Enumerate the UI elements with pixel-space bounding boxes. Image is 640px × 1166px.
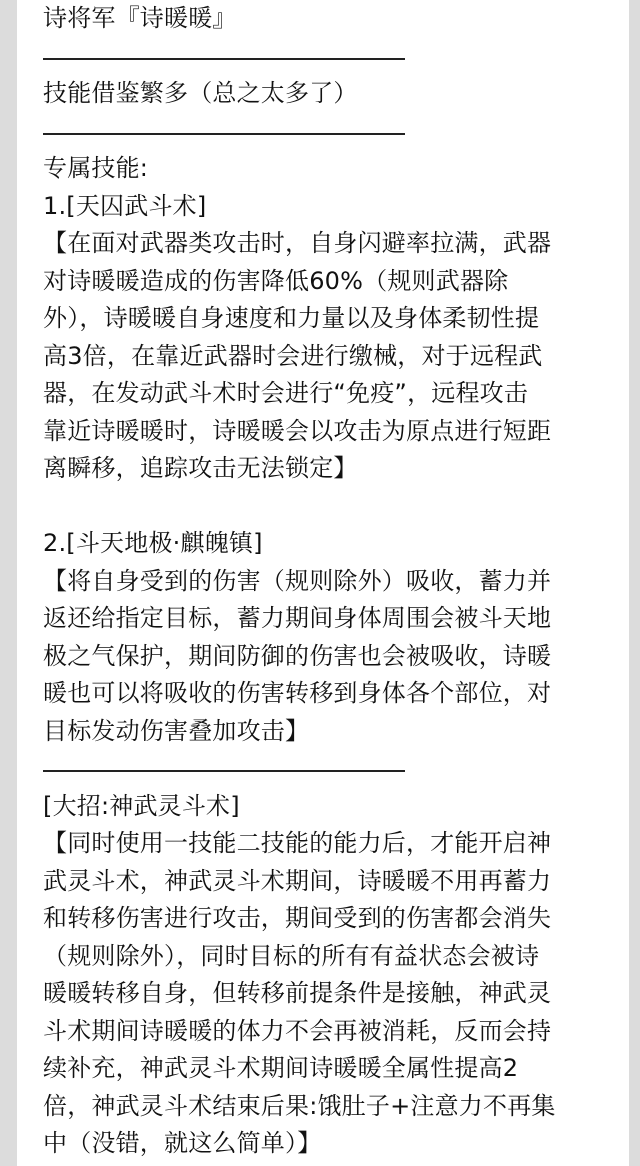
skill-2-title: 2.[斗天地极·麒魄镇] xyxy=(43,529,263,557)
divider xyxy=(43,38,603,76)
ultimate-text: 和转移伤害进行攻击，期间受到的伤害都会消失 xyxy=(43,904,552,932)
skill-2-text: 极之气保护，期间防御的伤害也会被吸收，诗暖 xyxy=(43,641,552,670)
skill-2-text: 【将自身受到的伤害（规则除外）吸收，蓄力并 xyxy=(43,566,552,595)
divider xyxy=(43,113,603,151)
document-text xyxy=(43,0,603,1163)
ultimate-text: 【同时使用一技能二技能的能力后，才能开启神 xyxy=(43,829,552,857)
subtitle-line: 技能借鉴繁多（总之太多了） xyxy=(43,79,358,107)
skill-1-text: 高3倍，在靠近武器时会进行缴械，对于远程武 xyxy=(43,341,543,370)
skill-2-text: 暖也可以将吸收的伤害转移到身体各个部位，对 xyxy=(43,679,552,707)
section-heading: 专属技能: xyxy=(43,154,149,182)
ultimate-text: 续补充，神武灵斗术期间诗暖暖全属性提高2 xyxy=(43,1054,519,1082)
title-line: 诗将军『诗暖暖』 xyxy=(43,4,237,32)
document-page xyxy=(17,0,629,1166)
skill-1-text: 外），诗暖暖自身速度和力量以及身体柔韧性提 xyxy=(43,304,540,332)
ultimate-title: [大招:神武灵斗术] xyxy=(43,791,240,820)
ultimate-text: 斗术期间诗暖暖的体力不会再被消耗，反而会持 xyxy=(43,1016,552,1045)
ultimate-text: （规则除外），同时目标的所有有益状态会被诗 xyxy=(43,941,540,970)
skill-2-text: 目标发动伤害叠加攻击】 xyxy=(43,716,310,745)
skill-1-text: 对诗暖暖造成的伤害降低60%（规则武器除 xyxy=(43,266,509,295)
skill-1-text: 离瞬移，追踪攻击无法锁定】 xyxy=(43,454,358,482)
skill-1-text: 器，在发动武斗术时会进行“免疫”，远程攻击 xyxy=(43,379,529,407)
ultimate-text: 中（没错，就这么简单）】 xyxy=(43,1129,322,1157)
skill-1-text: 靠近诗暖暖时，诗暖暖会以攻击为原点进行短距 xyxy=(43,416,552,445)
ultimate-text: 暖暖转移自身，但转移前提条件是接触，神武灵 xyxy=(43,979,552,1007)
ultimate-text: 武灵斗术，神武灵斗术期间，诗暖暖不用再蓄力 xyxy=(43,866,552,895)
ultimate-text: 倍，神武灵斗术结束后果:饿肚子+注意力不再集 xyxy=(43,1091,556,1120)
skill-1-title: 1.[天囚武斗术] xyxy=(43,191,207,220)
blank-line xyxy=(43,488,603,526)
divider xyxy=(43,750,603,788)
skill-1-text: 【在面对武器类攻击时，自身闪避率拉满，武器 xyxy=(43,229,552,257)
skill-2-text: 返还给指定目标，蓄力期间身体周围会被斗天地 xyxy=(43,604,552,632)
